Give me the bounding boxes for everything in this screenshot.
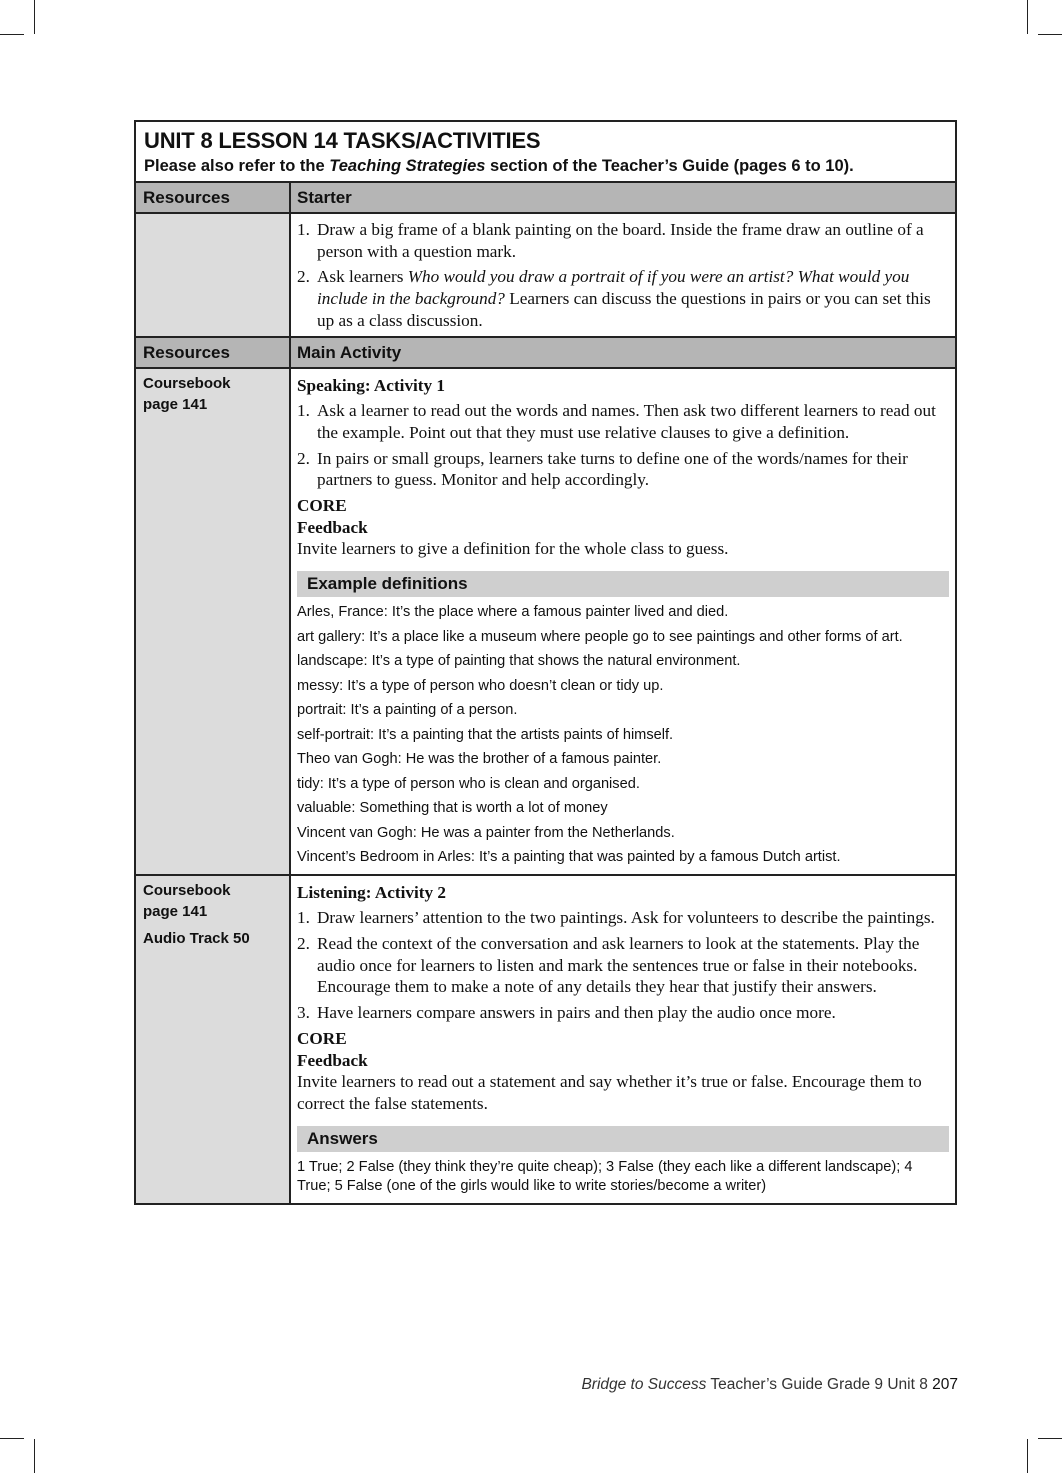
footer-text: Teacher’s Guide Grade 9 Unit 8 [706,1376,933,1393]
main-header-row [136,336,955,367]
definition-item: valuable: Something that is worth a lot of money [297,800,608,817]
resource-label: Audio Track 50 [143,929,250,947]
example-definitions-heading: Example definitions [297,571,949,597]
definition-item: Vincent van Gogh: He was a painter from the Netherlands. [297,824,675,841]
starter-content [291,214,955,336]
feedback-label: Feedback [297,517,368,537]
starter-resources-cell [136,214,291,336]
lesson-table [134,120,957,1205]
crop-mark [1038,34,1062,35]
activity1-list [297,400,949,491]
feedback-label: Feedback [297,1050,368,1070]
resource-label: page 141 [143,395,208,413]
resources-header: Resources [136,183,291,212]
page-footer [581,1376,958,1394]
book-title: Bridge to Success [581,1376,707,1393]
crop-mark [0,34,24,35]
list-item: 2. In pairs or small groups, learners take turns to define one of the words/names for their partners to guess. Monitor and help accordingly. [297,448,908,490]
list-item: 1. Ask a learner to read out the words and names. Then ask two different learners to read out the example. Point out that they must use relative clauses to give a definition. [297,401,936,442]
starter-header-row [136,183,955,212]
definitions-list [297,603,949,868]
resource-label: Coursebook [143,374,231,392]
starter-header: Starter [291,183,955,212]
definition-item: self-portrait: It’s a painting that the artists paints of himself. [297,726,674,743]
main-activity-header: Main Activity [291,338,955,367]
feedback-text: Invite learners to give a definition for the whole class to guess. [297,539,729,559]
page-title: UNIT 8 LESSON 14 TASKS/ACTIVITIES [144,128,541,153]
activity-heading: Listening: Activity 2 [297,882,446,902]
crop-mark [0,1438,24,1439]
crop-mark [34,1439,35,1473]
activity2-content [291,876,955,1203]
activity1-content [291,369,955,874]
crop-mark [34,0,35,34]
list-item: 2. Read the context of the conversation and ask learners to look at the statements. Play the audio once for learners to listen and mark the sentences true or false in their notebooks. Encourage them to make a note of any details they hear that justify their answers. [297,934,920,997]
list-item: 2. Ask learners Who would you draw a portrait of if you were an artist? What would you include in the background? Learners can discuss the questions in pairs or you can set this up as a class discussion. [297,267,931,330]
title-block [136,122,955,183]
definition-item: portrait: It’s a painting of a person. [297,702,518,719]
definition-item: Theo van Gogh: He was the brother of a famous painter. [297,751,662,768]
list-item: 1. Draw a big frame of a blank painting on the board. Inside the frame draw an outline of a person with a question mark. [297,220,924,261]
resource-label: page 141 [143,902,208,920]
definition-item: Vincent’s Bedroom in Arles: It’s a painting that was painted by a famous Dutch artist. [297,849,841,866]
core-label: CORE [297,1028,347,1048]
activity2-resources [136,876,291,1203]
answers-text: 1 True; 2 False (they think they’re quite cheap); 3 False (they each like a different landscape); 4 True; 5 False (one of the girls would like to write stories/become a writer) [297,1158,913,1195]
page-subtitle: Please also refer to the Teaching Strategies section of the Teacher’s Guide (pages 6 to 10). [144,157,854,175]
activity2-row [136,874,955,1203]
definition-item: Arles, France: It’s the place where a famous painter lived and died. [297,604,729,621]
resource-label: Coursebook [143,881,231,899]
feedback-text: Invite learners to read out a statement and say whether it’s true or false. Encourage them to correct the false statements. [297,1072,922,1113]
core-label: CORE [297,496,347,516]
crop-mark [1038,1438,1062,1439]
starter-list [297,219,949,332]
definition-item: messy: It’s a type of person who doesn’t clean or tidy up. [297,677,664,694]
list-item: 1. Draw learners’ attention to the two paintings. Ask for volunteers to describe the paintings. [297,908,935,928]
definition-item: art gallery: It’s a place like a museum where people go to see paintings and other forms of art. [297,628,903,645]
starter-row [136,212,955,336]
activity-heading: Speaking: Activity 1 [297,375,446,395]
page-number: 207 [932,1376,958,1393]
list-item: 3. Have learners compare answers in pairs and then play the audio once more. [297,1003,836,1023]
answers-heading: Answers [297,1126,949,1152]
resources-header: Resources [136,338,291,367]
activity1-row [136,367,955,874]
definition-item: tidy: It’s a type of person who is clean and organised. [297,775,640,792]
crop-mark [1027,0,1028,34]
activity2-list [297,907,949,1024]
activity1-resources [136,369,291,874]
crop-mark [1027,1439,1028,1473]
definition-item: landscape: It’s a type of painting that shows the natural environment. [297,653,741,670]
